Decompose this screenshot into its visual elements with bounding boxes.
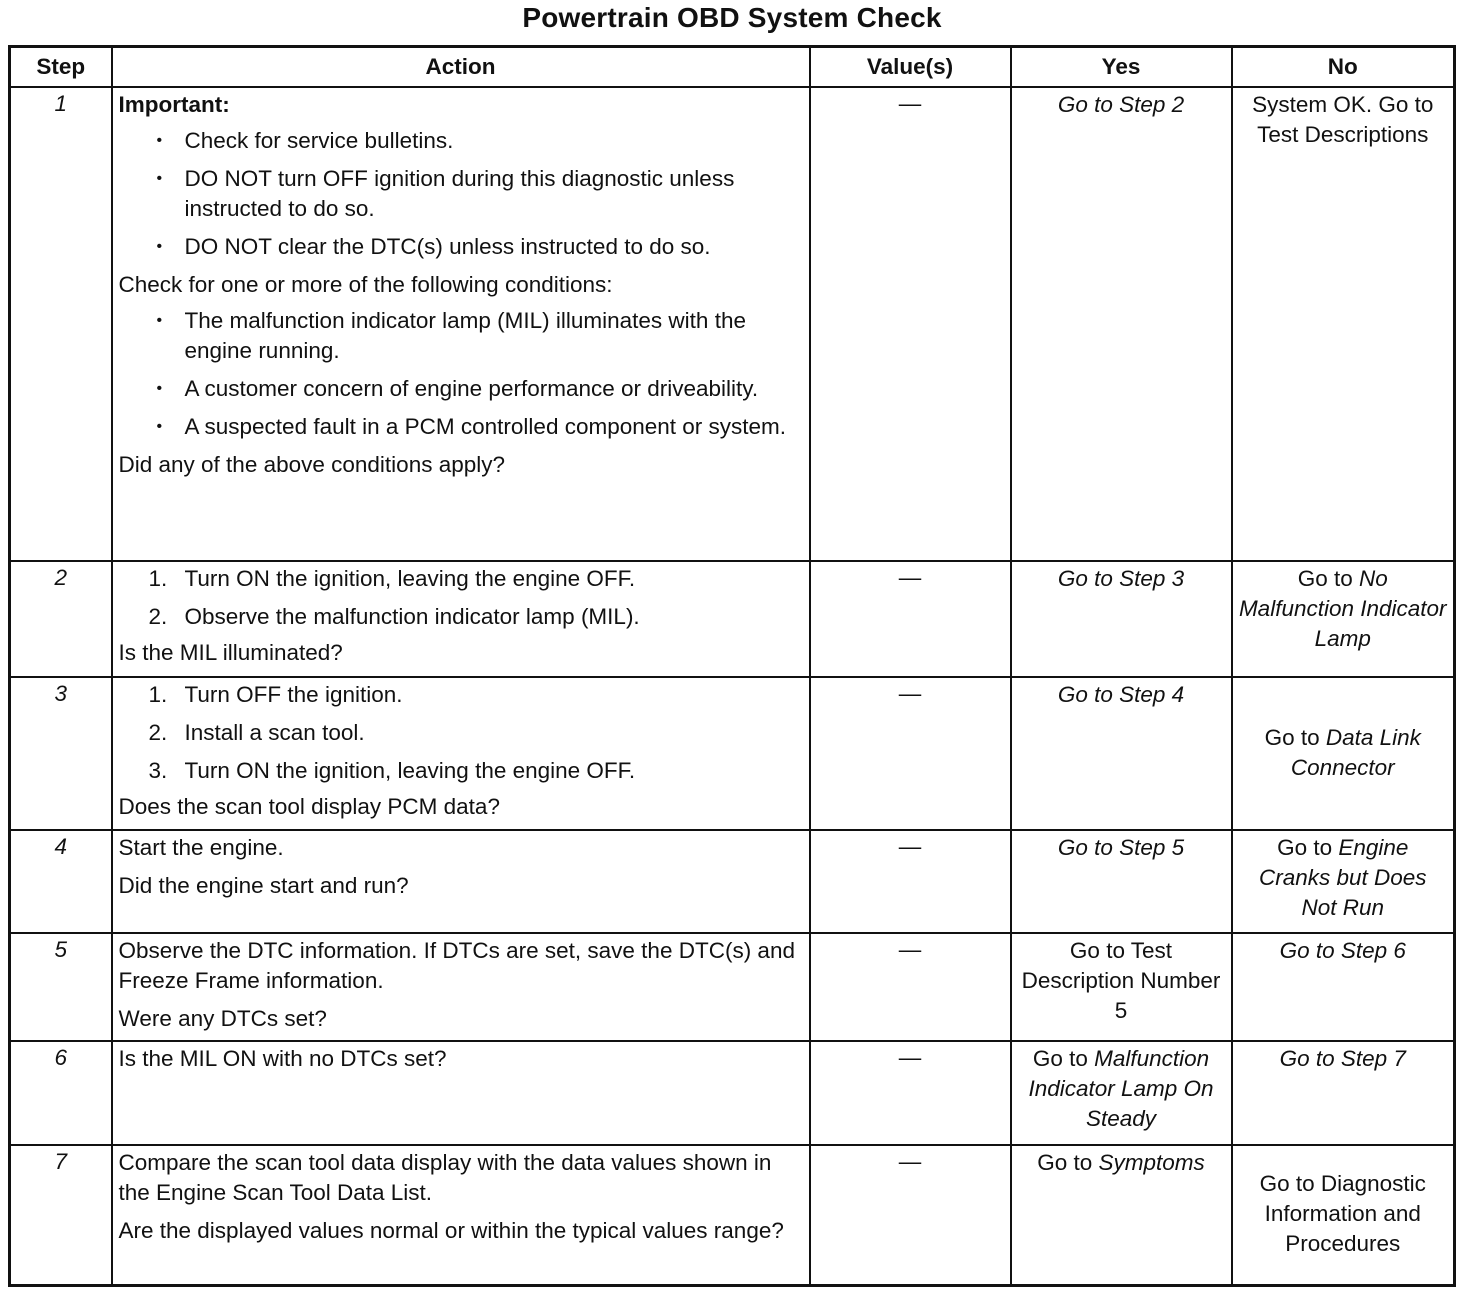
page-title: Powertrain OBD System Check: [522, 2, 942, 33]
list-item: 2. Install a scan tool.: [148, 720, 365, 745]
list-item: • DO NOT turn OFF ignition during this diagnostic unless instructed to do so.: [119, 164, 803, 224]
header-step: Step: [10, 47, 112, 88]
header-no: No: [1232, 47, 1455, 88]
procedure-list: [119, 564, 803, 632]
procedure-list: [119, 680, 803, 786]
action-cell: [112, 1041, 810, 1145]
no-cell: Go to No Malfunction Indicator Lamp: [1232, 561, 1455, 677]
no-link[interactable]: Engine Cranks but Does Not Run: [1258, 835, 1427, 920]
table-row: [10, 677, 1455, 830]
conditions-list: [119, 306, 803, 442]
step-number: 5: [10, 933, 112, 1041]
value-cell: —: [810, 1041, 1011, 1145]
step-number: 3: [10, 677, 112, 830]
action-text: Compare the scan tool data display with the data values shown in the Engine Scan Tool Data List.: [118, 1150, 772, 1205]
list-item: 3. Turn ON the ignition, leaving the engine OFF.: [148, 758, 636, 783]
step-number: 2: [10, 561, 112, 677]
question: Did the engine start and run?: [118, 873, 409, 898]
action-cell: [112, 561, 810, 677]
no-link[interactable]: Data Link Connector: [1290, 725, 1421, 780]
question: Are the displayed values normal or within the typical values range?: [118, 1218, 784, 1243]
table-row: [10, 1041, 1455, 1145]
value-cell: —: [810, 677, 1011, 830]
action-cell: [112, 677, 810, 830]
table-row: [10, 87, 1455, 561]
yes-link[interactable]: Symptoms: [1098, 1150, 1205, 1175]
question: Is the MIL ON with no DTCs set?: [118, 1046, 447, 1071]
list-item: • The malfunction indicator lamp (MIL) illuminates with the engine running.: [119, 306, 803, 366]
header-values: Value(s): [810, 47, 1011, 88]
yes-cell: Go to Step 3: [1011, 561, 1232, 677]
step-number: 7: [10, 1145, 112, 1285]
value-cell: —: [810, 87, 1011, 561]
no-cell: Go to Diagnostic Information and Procedures: [1232, 1145, 1455, 1285]
list-item: • Check for service bulletins.: [119, 126, 803, 156]
yes-link[interactable]: Malfunction Indicator Lamp On Steady: [1028, 1046, 1214, 1131]
list-item: • DO NOT clear the DTC(s) unless instructed to do so.: [119, 232, 803, 262]
important-list: [119, 126, 803, 262]
yes-cell: Go to Step 4: [1011, 677, 1232, 830]
list-item: 1. Turn OFF the ignition.: [148, 682, 403, 707]
no-link[interactable]: No Malfunction Indicator Lamp: [1238, 566, 1447, 651]
yes-cell: Go to Step 2: [1011, 87, 1232, 561]
question: Did any of the above conditions apply?: [118, 452, 506, 477]
action-cell: [112, 1145, 810, 1285]
list-item: 1. Turn ON the ignition, leaving the engine OFF.: [148, 566, 636, 591]
value-cell: —: [810, 933, 1011, 1041]
action-cell: [112, 87, 810, 561]
no-cell: Go to Step 6: [1232, 933, 1455, 1041]
list-item: • A customer concern of engine performance or driveability.: [119, 374, 803, 404]
no-cell: Go to Engine Cranks but Does Not Run: [1232, 830, 1455, 933]
table-row: [10, 933, 1455, 1041]
header-action: Action: [112, 47, 810, 88]
no-cell: Go to Data Link Connector: [1232, 677, 1455, 830]
diagnostic-table: [8, 45, 1456, 1287]
list-item: 2. Observe the malfunction indicator lamp (MIL).: [148, 604, 640, 629]
yes-cell: Go to Step 5: [1011, 830, 1232, 933]
action-text: Start the engine.: [118, 835, 284, 860]
table-row: [10, 561, 1455, 677]
header-yes: Yes: [1011, 47, 1232, 88]
table-row: [10, 830, 1455, 933]
list-item: • A suspected fault in a PCM controlled component or system.: [119, 412, 803, 442]
step-number: 1: [10, 87, 112, 561]
action-cell: [112, 933, 810, 1041]
action-text: Observe the DTC information. If DTCs are set, save the DTC(s) and Freeze Frame information.: [118, 938, 795, 993]
value-cell: —: [810, 1145, 1011, 1285]
yes-cell: Go to Test Description Number 5: [1011, 933, 1232, 1041]
conditions-intro: Check for one or more of the following conditions:: [118, 272, 613, 297]
important-label: Important:: [118, 92, 230, 117]
value-cell: —: [810, 830, 1011, 933]
yes-cell: Go to Malfunction Indicator Lamp On Steady: [1011, 1041, 1232, 1145]
question: Does the scan tool display PCM data?: [118, 794, 500, 819]
step-number: 4: [10, 830, 112, 933]
question: Were any DTCs set?: [118, 1006, 327, 1031]
yes-cell: Go to Symptoms: [1011, 1145, 1232, 1285]
header-row: [10, 47, 1455, 88]
table-row: [10, 1145, 1455, 1285]
no-cell: Go to Step 7: [1232, 1041, 1455, 1145]
question: Is the MIL illuminated?: [118, 640, 343, 665]
value-cell: —: [810, 561, 1011, 677]
no-cell: System OK. Go to Test Descriptions: [1232, 87, 1455, 561]
step-number: 6: [10, 1041, 112, 1145]
action-cell: [112, 830, 810, 933]
